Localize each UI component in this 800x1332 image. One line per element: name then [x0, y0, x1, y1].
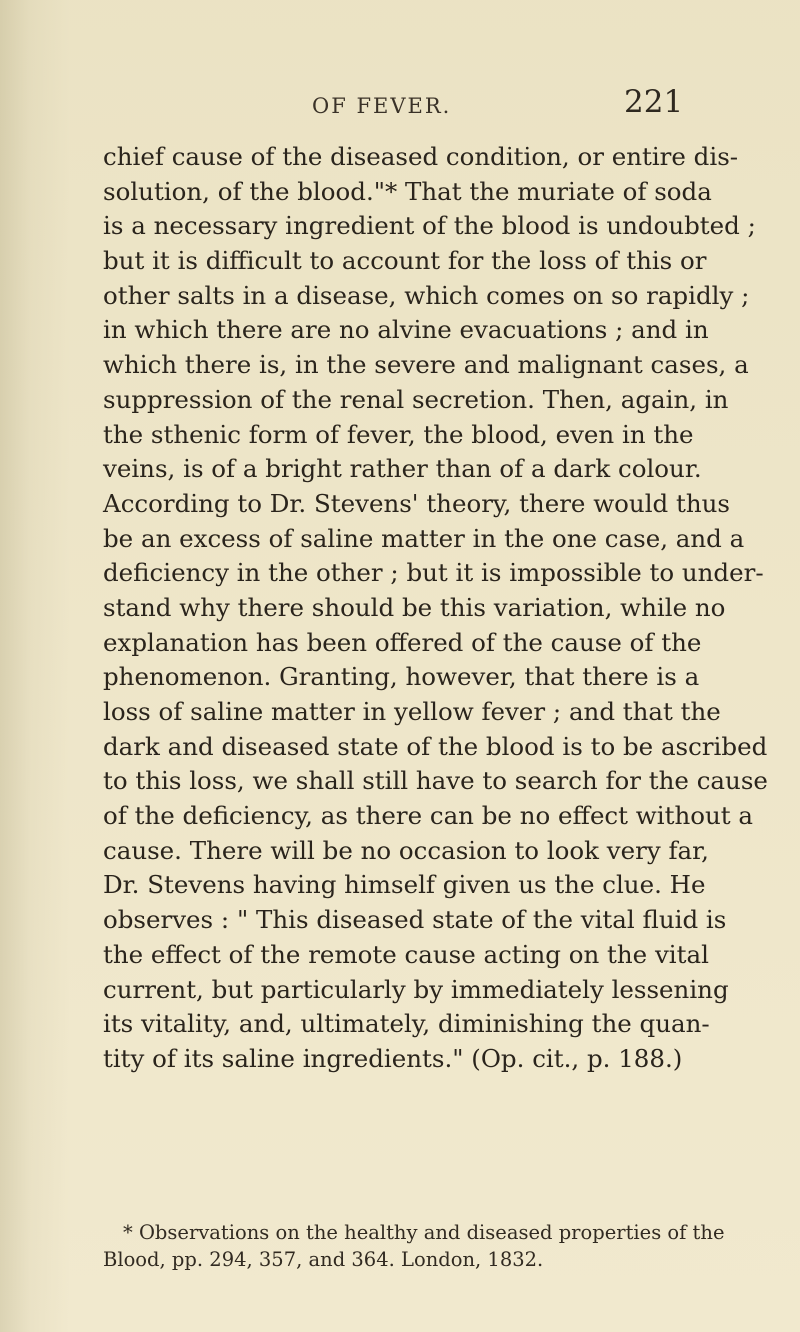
text-line: in which there are no alvine evacuations ; and in: [103, 315, 709, 345]
text-line: solution, of the blood."* That the muriate of soda: [103, 176, 712, 206]
text-line: suppression of the renal secretion. Then, again, in: [103, 384, 729, 414]
text-line: Dr. Stevens having himself given us the clue. He: [103, 870, 706, 900]
page-number: 221: [624, 84, 684, 120]
text-line: observes : " This diseased state of the vital fluid is: [103, 905, 727, 935]
text-line: explanation has been offered of the cause of the: [103, 627, 702, 657]
page-header: [0, 82, 800, 134]
text-line: the sthenic form of fever, the blood, even in the: [103, 419, 694, 449]
text-line: chief cause of the diseased condition, or entire dis-: [103, 142, 739, 171]
text-line: which there is, in the severe and malignant cases, a: [103, 350, 749, 380]
text-line: deficiency in the other ; but it is impossible to under-: [103, 558, 764, 588]
text-line: but it is difficult to account for the loss of this or: [103, 246, 707, 276]
text-line: the effect of the remote cause acting on the vital: [103, 939, 709, 969]
text-line: According to Dr. Stevens' theory, there would thus: [103, 488, 730, 518]
text-line: to this loss, we shall still have to search for the cause: [103, 766, 768, 796]
footnote-line: * Observations on the healthy and diseased properties of the: [123, 1221, 725, 1244]
text-line: be an excess of saline matter in the one case, and a: [103, 523, 745, 553]
text-line: veins, is of a bright rather than of a dark colour.: [103, 454, 702, 484]
footnote-line: Blood, pp. 294, 357, and 364. London, 1832.: [103, 1248, 544, 1271]
text-line: stand why there should be this variation, while no: [103, 592, 726, 622]
text-line: its vitality, and, ultimately, diminishing the quan-: [103, 1009, 710, 1039]
text-line: cause. There will be no occasion to look very far,: [103, 835, 709, 865]
text-line: other salts in a disease, which comes on so rapidly ;: [103, 280, 750, 310]
body-text: [103, 140, 768, 1077]
text-line: loss of saline matter in yellow fever ; and that the: [103, 697, 721, 726]
running-head: OF FEVER.: [312, 94, 452, 118]
text-line: phenomenon. Granting, however, that there is a: [103, 662, 700, 692]
footnote: [103, 1219, 725, 1273]
text-line: of the deficiency, as there can be no effect without a: [103, 801, 753, 831]
text-line: tity of its saline ingredients." (Op. cit., p. 188.): [103, 1043, 683, 1073]
text-line: current, but particularly by immediately lessening: [103, 974, 729, 1004]
text-line: dark and diseased state of the blood is to be ascribed: [103, 731, 768, 761]
text-line: is a necessary ingredient of the blood is undoubted ;: [103, 211, 756, 241]
